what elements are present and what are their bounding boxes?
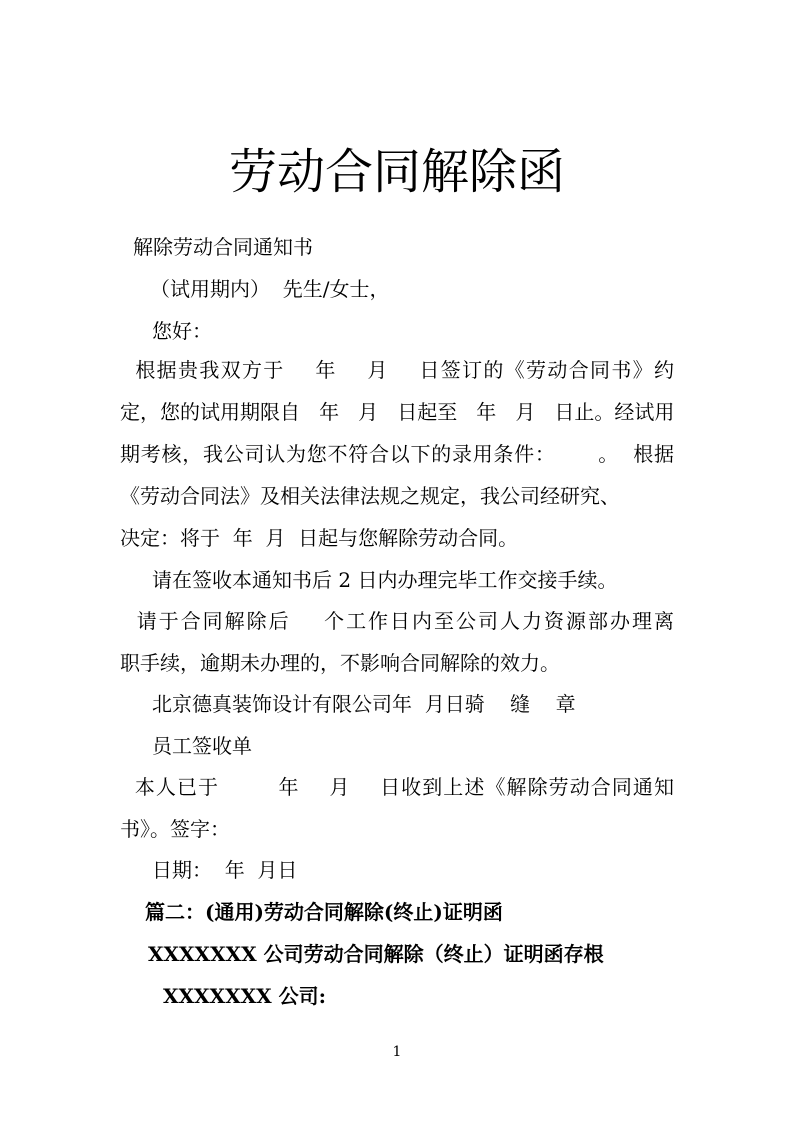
receipt-heading: 员工签收单 <box>152 734 252 758</box>
stub-heading: XXXXXXX 公司劳动合同解除（终止）证明函存根 <box>148 942 604 966</box>
paragraph-3-line-1: 请于合同解除后 个工作日内至公司人力资源部办理离 <box>120 609 674 633</box>
receipt-line-2: 书》。签字： <box>120 817 230 841</box>
document-title: 劳动合同解除函 <box>228 144 565 200</box>
paragraph-2: 请在签收本通知书后 2 日内办理完毕工作交接手续。 <box>152 568 618 592</box>
paragraph-1-line-2: 定，您的试用期限自 年 月 日起至 年 月 日止。经试用 <box>120 400 675 424</box>
paragraph-1-line-1: 根据贵我双方于 年 月 日签订的《劳动合同书》约 <box>120 358 674 382</box>
notice-heading: 解除劳动合同通知书 <box>133 235 313 259</box>
page-number: 1 <box>392 1044 402 1060</box>
addressee-line: （试用期内） 先生/女士， <box>150 277 390 301</box>
paragraph-1-line-3: 期考核，我公司认为您不符合以下的录用条件： 。 根据 <box>120 442 674 466</box>
part-2-heading: 篇二：(通用)劳动合同解除(终止)证明函 <box>145 900 503 924</box>
receipt-line-1: 本人已于 年 月 日收到上述《解除劳动合同通知 <box>120 775 674 799</box>
greeting: 您好： <box>152 319 212 343</box>
company-seal-line: 北京德真装饰设计有限公司年 月日骑 缝 章 <box>152 692 576 716</box>
company-salutation: XXXXXXX 公司: <box>163 984 326 1008</box>
date-line: 日期： 年 月日 <box>152 858 298 882</box>
paragraph-3-line-2: 职手续，逾期未办理的，不影响合同解除的效力。 <box>120 651 560 675</box>
paragraph-1-line-5: 决定：将于 年 月 日起与您解除劳动合同。 <box>120 526 519 550</box>
paragraph-1-line-4: 《劳动合同法》及相关法律法规之规定，我公司经研究、 <box>120 484 620 508</box>
